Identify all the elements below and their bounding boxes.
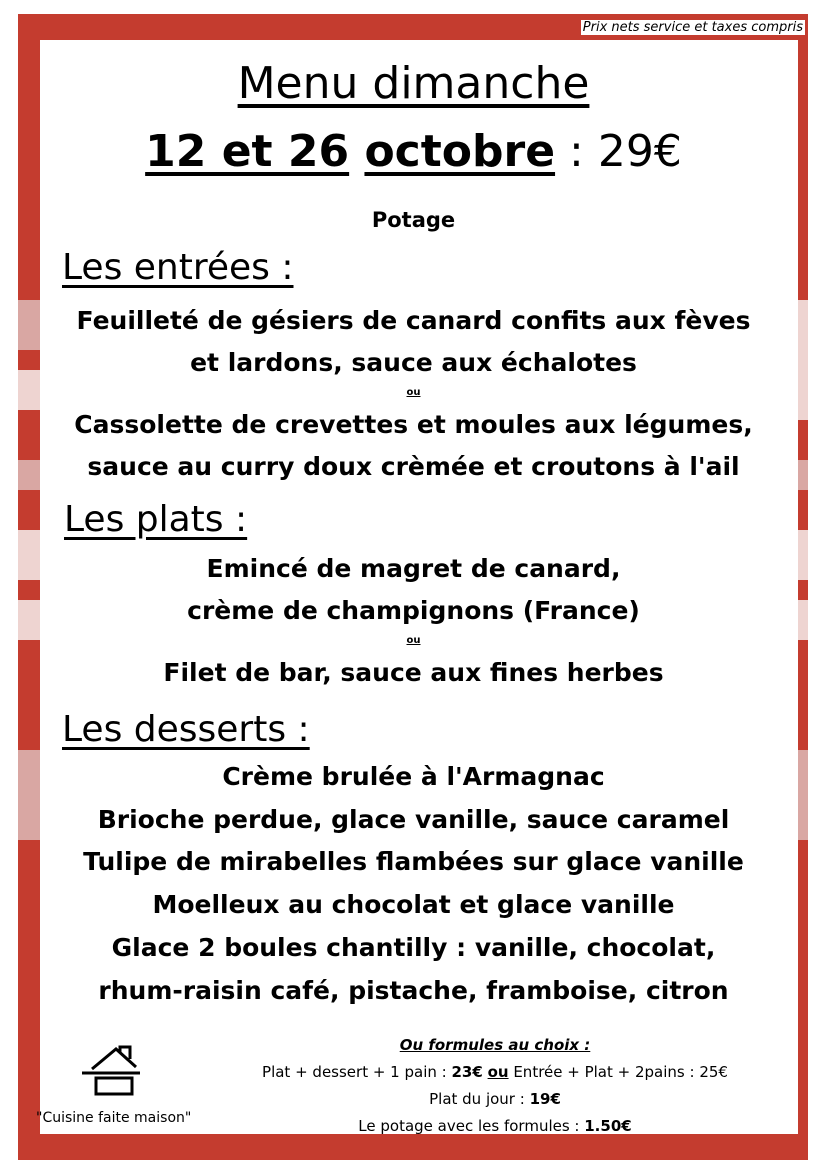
- menu-item: Tulipe de mirabelles flambées sur glace vanille: [83, 847, 744, 876]
- border-stripe: [798, 460, 808, 490]
- section-desserts: Les desserts :: [62, 709, 310, 750]
- menu-item: Cassolette de crevettes et moules aux légumes,: [74, 410, 753, 439]
- border-stripe: [798, 300, 808, 420]
- price-note: Prix nets service et taxes compris: [582, 20, 803, 35]
- menu-item: sauce au curry doux crèmée et croutons à l'ail: [87, 452, 740, 481]
- border-stripe: [798, 600, 808, 640]
- menu-item: rhum-raisin café, pistache, framboise, citron: [98, 976, 729, 1005]
- menu-item: Moelleux au chocolat et glace vanille: [152, 890, 675, 919]
- menu-item: Brioche perdue, glace vanille, sauce caramel: [97, 805, 730, 834]
- house-icon: [80, 1045, 142, 1097]
- or-separator: ou: [406, 387, 421, 398]
- title-price: : 29€: [555, 126, 682, 177]
- menu-dates: [0, 126, 827, 178]
- menu-item: Feuilleté de gésiers de canard confits aux fèves: [76, 306, 751, 335]
- menu-item: Glace 2 boules chantilly : vanille, chocolat,: [111, 933, 716, 962]
- or-separator: ou: [406, 635, 421, 646]
- title-line-1: Menu dimanche: [237, 58, 590, 109]
- formule-line-3: Le potage avec les formules : 1.50€: [358, 1117, 632, 1135]
- menu-page: [40, 40, 798, 1134]
- menu-item: crème de champignons (France): [187, 596, 640, 625]
- menu-item: Crème brulée à l'Armagnac: [222, 762, 605, 791]
- section-plats: Les plats :: [64, 499, 248, 540]
- section-entrees: Les entrées :: [62, 247, 294, 288]
- formule-line-2: Plat du jour : 19€: [429, 1090, 561, 1108]
- menu-title: [0, 58, 827, 110]
- formules-block: [200, 1032, 790, 1140]
- potage-label: Potage: [371, 208, 456, 232]
- menu-item: et lardons, sauce aux échalotes: [190, 348, 637, 377]
- border-stripe: [798, 530, 808, 580]
- homemade-caption: "Cuisine faite maison": [36, 1110, 192, 1126]
- formule-line-1: Plat + dessert + 1 pain : 23€ ou Entrée + Plat + 2pains : 25€: [262, 1063, 728, 1081]
- menu-item: Filet de bar, sauce aux fines herbes: [163, 658, 664, 687]
- border-stripe: [798, 750, 808, 840]
- menu-item: Emincé de magret de canard,: [206, 554, 621, 583]
- title-dates: 12 et 26: [145, 126, 350, 177]
- title-month: octobre: [364, 126, 556, 177]
- formules-heading: Ou formules au choix :: [399, 1036, 591, 1054]
